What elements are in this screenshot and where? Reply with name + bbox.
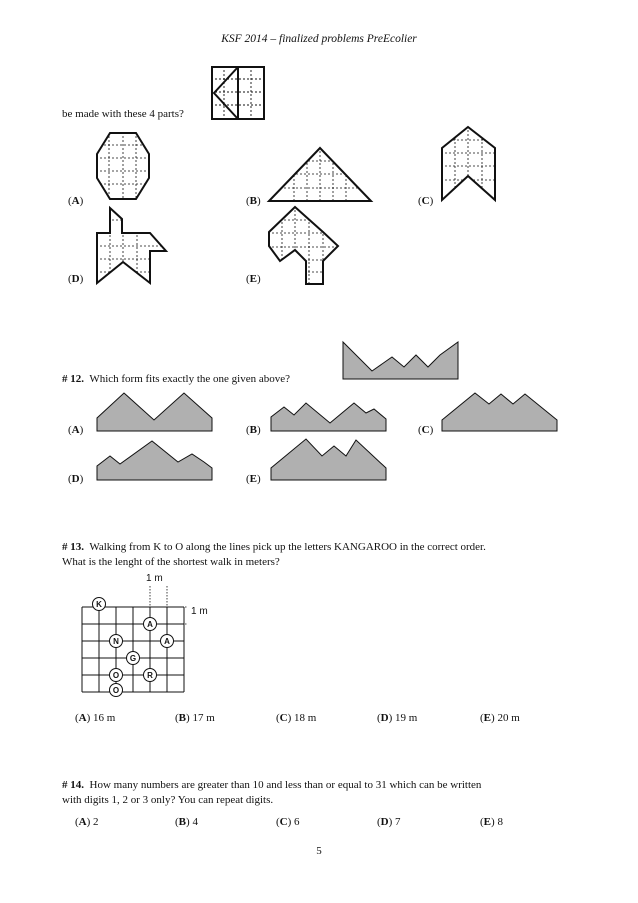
- page-header: KSF 2014 – finalized problems PreEcolier: [221, 33, 417, 45]
- grid-node-o1: [110, 669, 123, 682]
- q14-option-b[interactable]: ( B ) 4: [175, 816, 198, 828]
- q12-option-d-label[interactable]: ( D ): [68, 473, 83, 485]
- q11-option-c-label[interactable]: ( C ): [418, 195, 433, 207]
- q13-option-d[interactable]: ( D ) 19 m: [377, 712, 417, 724]
- q11-option-a-shape: [96, 132, 150, 200]
- q13-option-e[interactable]: ( E ) 20 m: [480, 712, 520, 724]
- q13-question-text-1: Walking from K to O along the lines pick up the letters KANGAROO in the correct order.: [89, 541, 486, 553]
- q13-number: # 13.: [62, 541, 84, 553]
- svg-text:O: O: [112, 686, 120, 695]
- svg-text:O: O: [112, 671, 120, 680]
- q12-option-a-label[interactable]: ( A ): [68, 424, 83, 436]
- q14-question-text-2: with digits 1, 2 or 3 only? You can repeat digits.: [62, 794, 274, 806]
- q11-option-b-label[interactable]: ( B ): [246, 195, 261, 207]
- q12-option-a-shape: [96, 392, 214, 433]
- q12-option-b-shape: [270, 399, 388, 433]
- svg-text:G: G: [129, 654, 137, 663]
- q13-option-a[interactable]: ( A ) 16 m: [75, 712, 115, 724]
- q14-option-e[interactable]: ( E ) 8: [480, 816, 503, 828]
- svg-text:A: A: [164, 637, 170, 646]
- grid-node-g: [127, 652, 140, 665]
- grid-node-r: [144, 669, 157, 682]
- q12-option-c-label[interactable]: ( C ): [418, 424, 433, 436]
- q12-option-b-label[interactable]: ( B ): [246, 424, 261, 436]
- q11-option-e-label[interactable]: ( E ): [246, 273, 261, 285]
- q11-option-c-shape: [441, 126, 497, 202]
- q14-question-line1: [62, 779, 481, 791]
- q14-option-d[interactable]: ( D ) 7: [377, 816, 401, 828]
- svg-text:R: R: [147, 671, 153, 680]
- q13-option-b[interactable]: ( B ) 17 m: [175, 712, 215, 724]
- q14-number: # 14.: [62, 779, 84, 791]
- grid-node-a1: [144, 618, 157, 631]
- grid-node-k: [93, 598, 106, 611]
- svg-text:N: N: [113, 637, 119, 646]
- q14-option-a[interactable]: ( A ) 2: [75, 816, 99, 828]
- q11-option-d-shape: [96, 207, 168, 285]
- q12-option-c-shape: [441, 392, 559, 433]
- grid-node-a2: [161, 635, 174, 648]
- q11-option-a-label[interactable]: ( A ): [68, 195, 83, 207]
- q12-question-line: [62, 373, 290, 385]
- q12-option-e-label[interactable]: ( E ): [246, 473, 261, 485]
- q12-number: # 12.: [62, 373, 84, 385]
- grid-node-n: [110, 635, 123, 648]
- q14-option-c[interactable]: ( C ) 6: [276, 816, 300, 828]
- q13-grid-figure: [76, 570, 212, 698]
- q12-option-d-shape: [96, 440, 214, 482]
- svg-text:K: K: [96, 600, 102, 609]
- grid-node-o2: [110, 684, 123, 697]
- q11-question-text: be made with these 4 parts?: [62, 108, 184, 120]
- q14-question-text-1: How many numbers are greater than 10 and less than or equal to 31 which can be written: [89, 779, 482, 791]
- page-number: 5: [316, 845, 322, 857]
- q12-question-text: Which form fits exactly the one given above?: [89, 373, 290, 385]
- q13-option-c[interactable]: ( C ) 18 m: [276, 712, 316, 724]
- q13-question-text-2: What is the lenght of the shortest walk in meters?: [62, 556, 280, 568]
- dimension-label-top: 1 m: [146, 573, 163, 584]
- dimension-label-right: 1 m: [191, 606, 208, 617]
- q11-parts-grid-figure: [211, 66, 265, 120]
- svg-text:A: A: [147, 620, 153, 629]
- q12-given-shape: [342, 341, 460, 381]
- q11-option-e-shape: [268, 206, 340, 286]
- q12-option-e-shape: [270, 438, 388, 482]
- q11-option-d-label[interactable]: ( D ): [68, 273, 83, 285]
- q13-question-line1: [62, 541, 486, 553]
- q11-option-b-shape: [268, 147, 372, 203]
